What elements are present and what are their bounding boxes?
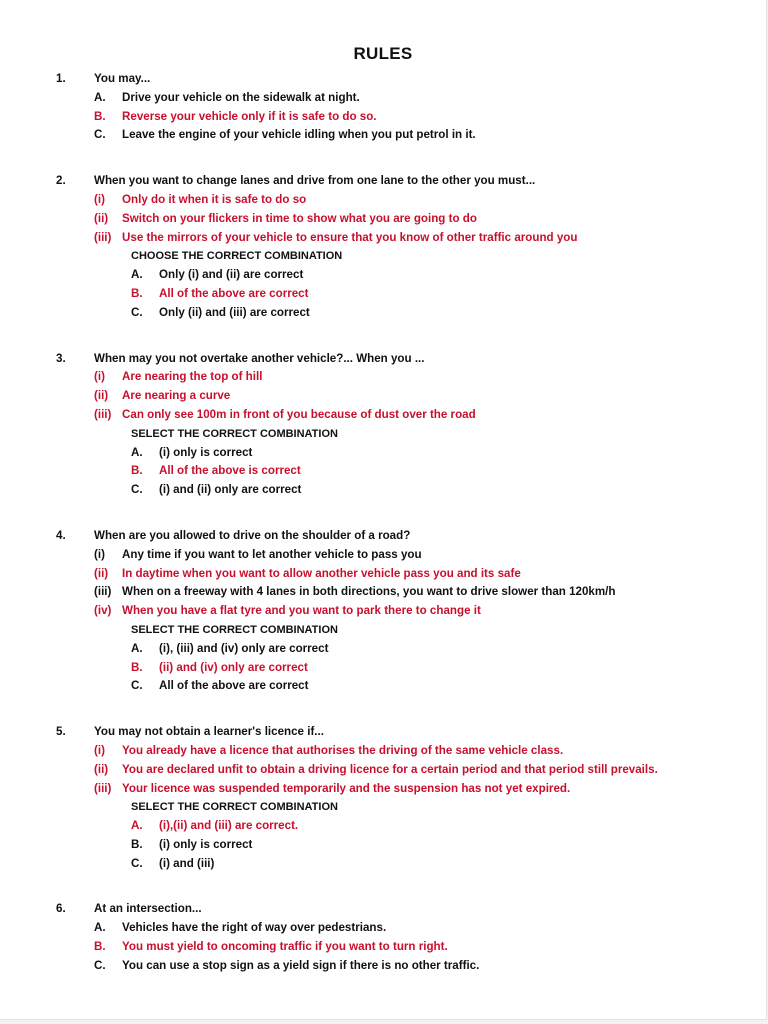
combination-marker: A. [131, 268, 143, 282]
combination-text: (i) and (ii) only are correct [159, 483, 302, 497]
answer-option [0, 957, 766, 976]
combination-marker: B. [131, 837, 143, 851]
combination-option [0, 462, 766, 481]
combination-marker: B. [131, 286, 143, 300]
combination-option [0, 836, 766, 855]
question-block [0, 900, 766, 975]
question-block [0, 172, 766, 322]
answer-option [0, 368, 766, 387]
combination-option [0, 285, 766, 304]
option-marker: (i) [94, 547, 105, 561]
combination-text: All of the above are correct [159, 286, 309, 300]
answer-option [0, 565, 766, 584]
page-title: RULES [353, 44, 413, 63]
answer-option [0, 406, 766, 425]
option-text: Your licence was suspended temporarily and the suspension has not yet expired. [122, 781, 571, 795]
combination-instruction: SELECT THE CORRECT COMBINATION [131, 427, 338, 440]
combination-text: Only (i) and (ii) are correct [159, 268, 304, 282]
answer-option [0, 387, 766, 406]
option-text: In daytime when you want to allow another vehicle pass you and its safe [122, 566, 521, 580]
option-marker: (iii) [94, 407, 112, 421]
option-text: You already have a licence that authorises the driving of the same vehicle class. [122, 743, 564, 757]
question-stem-line [0, 172, 766, 191]
option-text: Switch on your flickers in time to show what you are going to do [122, 211, 477, 225]
combination-instruction-line [0, 798, 766, 817]
question-block [0, 723, 766, 873]
question-block [0, 70, 766, 145]
answer-option [0, 229, 766, 248]
combination-text: (i) only is correct [159, 445, 253, 459]
option-text: Only do it when it is safe to do so [122, 192, 307, 206]
question-block [0, 350, 766, 500]
question-stem-line [0, 350, 766, 369]
option-text: Leave the engine of your vehicle idling when you put petrol in it. [122, 128, 476, 142]
option-marker: (ii) [94, 566, 109, 580]
option-marker: C. [94, 958, 106, 972]
combination-text: (i), (iii) and (iv) only are correct [159, 641, 329, 655]
combination-text: All of the above is correct [159, 464, 301, 478]
question-stem-line [0, 900, 766, 919]
question-number: 2. [56, 174, 66, 188]
answer-option [0, 108, 766, 127]
combination-text: (i) only is correct [159, 837, 253, 851]
option-text: You can use a stop sign as a yield sign if there is no other traffic. [122, 958, 480, 972]
option-marker: (iii) [94, 781, 112, 795]
option-text: You are declared unfit to obtain a driving licence for a certain period and that period still prevails. [122, 762, 658, 776]
question-number: 4. [56, 528, 66, 542]
option-text: Any time if you want to let another vehicle to pass you [122, 547, 422, 561]
combination-instruction-line [0, 247, 766, 266]
question-stem: At an intersection... [94, 902, 202, 916]
question-stem-line [0, 70, 766, 89]
question-block [0, 527, 766, 696]
option-marker: A. [94, 921, 106, 935]
combination-option [0, 266, 766, 285]
combination-instruction-line [0, 621, 766, 640]
option-marker: (ii) [94, 389, 109, 403]
option-text: Vehicles have the right of way over pedestrians. [122, 921, 387, 935]
option-text: You must yield to oncoming traffic if you want to turn right. [122, 940, 448, 954]
option-marker: B. [94, 940, 106, 954]
answer-option [0, 89, 766, 108]
option-text: Reverse your vehicle only if it is safe to do so. [122, 109, 377, 123]
combination-text: All of the above are correct [159, 679, 309, 693]
combination-option [0, 817, 766, 836]
combination-instruction-line [0, 425, 766, 444]
option-marker: (i) [94, 743, 105, 757]
option-marker: (iv) [94, 604, 112, 618]
answer-option [0, 742, 766, 761]
combination-marker: A. [131, 445, 143, 459]
combination-marker: C. [131, 305, 143, 319]
combination-marker: A. [131, 641, 143, 655]
option-marker: (i) [94, 370, 105, 384]
combination-marker: A. [131, 819, 143, 833]
option-text: Are nearing a curve [122, 389, 231, 403]
question-stem: You may not obtain a learner's licence if... [94, 725, 324, 739]
answer-option [0, 126, 766, 145]
combination-text: (i),(ii) and (iii) are correct. [159, 819, 299, 833]
combination-option [0, 855, 766, 874]
question-list [0, 70, 766, 1003]
combination-text: (i) and (iii) [159, 856, 215, 870]
combination-marker: B. [131, 660, 143, 674]
answer-option [0, 919, 766, 938]
combination-text: Only (ii) and (iii) are correct [159, 305, 310, 319]
question-stem: When are you allowed to drive on the shoulder of a road? [94, 528, 411, 542]
question-number: 6. [56, 902, 66, 916]
combination-instruction: CHOOSE THE CORRECT COMBINATION [131, 250, 343, 263]
option-marker: C. [94, 128, 106, 142]
question-stem-line [0, 723, 766, 742]
question-stem: When may you not overtake another vehicle?... When you ... [94, 351, 425, 365]
combination-marker: C. [131, 856, 143, 870]
answer-option [0, 780, 766, 799]
option-marker: B. [94, 109, 106, 123]
combination-option [0, 481, 766, 500]
combination-instruction: SELECT THE CORRECT COMBINATION [131, 623, 338, 636]
option-marker: (i) [94, 192, 105, 206]
combination-option [0, 640, 766, 659]
combination-marker: C. [131, 679, 143, 693]
question-number: 1. [56, 72, 66, 85]
combination-marker: B. [131, 464, 143, 478]
question-number: 3. [56, 351, 66, 365]
answer-option [0, 583, 766, 602]
answer-option [0, 210, 766, 229]
combination-option [0, 444, 766, 463]
combination-option [0, 677, 766, 696]
answer-option [0, 602, 766, 621]
answer-option [0, 546, 766, 565]
option-text: When on a freeway with 4 lanes in both directions, you want to drive slower than 120km/h [122, 585, 616, 599]
option-marker: (iii) [94, 585, 112, 599]
combination-option [0, 659, 766, 678]
option-text: Use the mirrors of your vehicle to ensure that you know of other traffic around you [122, 230, 578, 244]
option-marker: (ii) [94, 762, 109, 776]
combination-option [0, 304, 766, 323]
combination-marker: C. [131, 483, 143, 497]
answer-option [0, 938, 766, 957]
option-marker: A. [94, 90, 106, 104]
option-text: Drive your vehicle on the sidewalk at night. [122, 90, 360, 104]
option-marker: (iii) [94, 230, 112, 244]
question-stem-line [0, 527, 766, 546]
option-text: Are nearing the top of hill [122, 370, 263, 384]
combination-instruction: SELECT THE CORRECT COMBINATION [131, 801, 338, 814]
option-text: When you have a flat tyre and you want to park there to change it [122, 604, 481, 618]
question-number: 5. [56, 725, 66, 739]
question-stem: You may... [94, 72, 151, 85]
combination-text: (ii) and (iv) only are correct [159, 660, 308, 674]
answer-option [0, 191, 766, 210]
option-marker: (ii) [94, 211, 109, 225]
option-text: Can only see 100m in front of you because of dust over the road [122, 407, 476, 421]
question-stem: When you want to change lanes and drive from one lane to the other you must... [94, 174, 536, 188]
answer-option [0, 761, 766, 780]
